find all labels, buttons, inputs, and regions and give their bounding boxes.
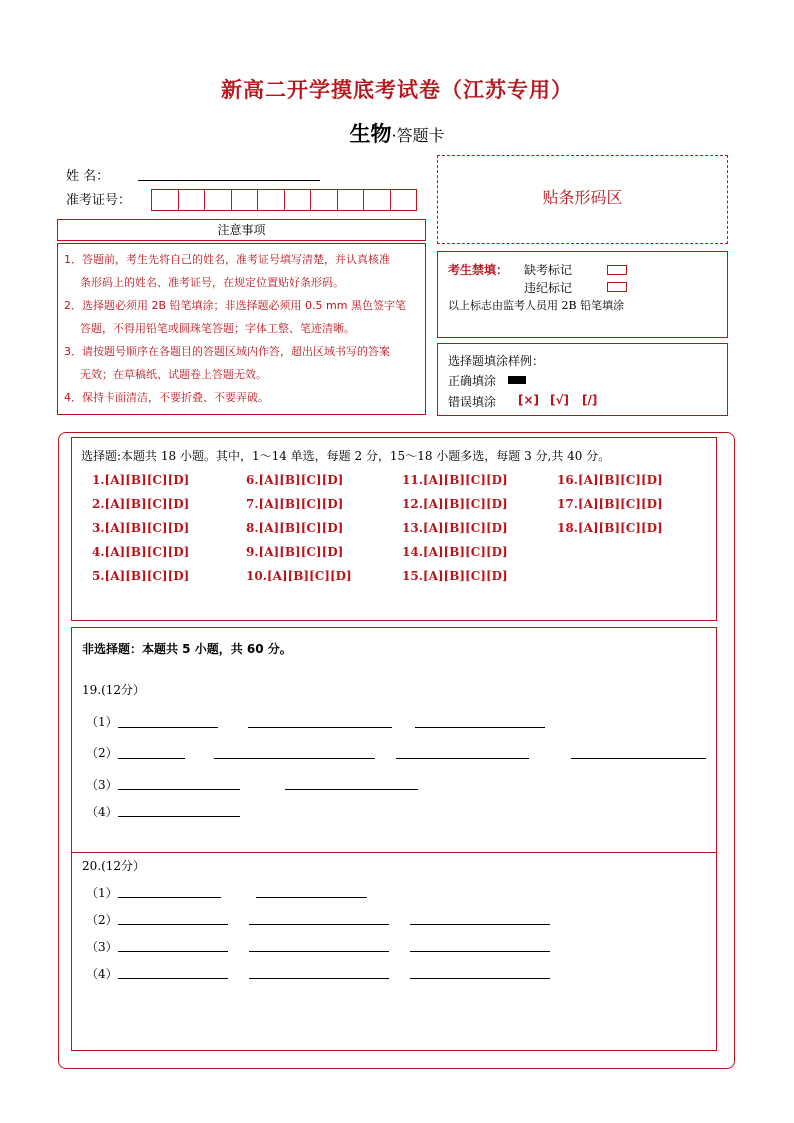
q19-4-blank-1[interactable]	[118, 816, 240, 817]
violation-mark-box[interactable]	[607, 282, 627, 292]
mc-options[interactable]: [A][B][C][D]	[258, 497, 344, 511]
mc-question-number: 13.	[402, 521, 423, 535]
notice-title: 注意事项	[57, 219, 426, 241]
q20-4-blank-3[interactable]	[410, 978, 550, 979]
mc-question-number: 7.	[246, 497, 259, 511]
mc-options[interactable]: [A][B][C][D]	[258, 545, 344, 559]
q19-2-blank-2[interactable]	[214, 758, 375, 759]
notice-item-2a: 2．选择题必须用 2B 铅笔填涂；非选择题必须用 0.5 mm 黑色签字笔	[64, 299, 406, 312]
prohibited-panel	[437, 251, 728, 338]
mc-question-number: 1.	[92, 473, 105, 487]
mc-question-number: 12.	[402, 497, 423, 511]
name-field[interactable]	[138, 180, 320, 181]
mc-question-15[interactable]	[402, 569, 508, 583]
mc-options[interactable]: [A][B][C][D]	[422, 473, 508, 487]
question-divider	[71, 852, 717, 853]
mc-question-number: 18.	[557, 521, 578, 535]
q20-2-blank-2[interactable]	[249, 924, 389, 925]
mc-options[interactable]: [A][B][C][D]	[422, 545, 508, 559]
mc-question-4[interactable]	[92, 545, 189, 559]
q20-part-2: （2）	[86, 913, 118, 927]
q20-4-blank-1[interactable]	[118, 978, 228, 979]
q20-2-blank-3[interactable]	[410, 924, 550, 925]
absent-label: 缺考标记	[524, 263, 573, 277]
notice-item-1a: 1．答题前，考生先将自己的姓名，准考证号填写清楚，并认真核准	[64, 253, 390, 266]
q19-2-blank-4[interactable]	[571, 758, 706, 759]
mc-question-number: 6.	[246, 473, 259, 487]
q19-part-1: （1）	[86, 715, 118, 729]
page-title: 新高二开学摸底考试卷（江苏专用）	[221, 77, 573, 102]
mc-question-14[interactable]	[402, 545, 508, 559]
mc-question-number: 3.	[92, 521, 105, 535]
mc-question-5[interactable]	[92, 569, 189, 583]
mc-options[interactable]: [A][B][C][D]	[104, 473, 190, 487]
mc-question-number: 16.	[557, 473, 578, 487]
mc-question-18[interactable]	[557, 521, 663, 535]
mc-question-number: 4.	[92, 545, 105, 559]
mc-options[interactable]: [A][B][C][D]	[577, 521, 663, 535]
mc-options[interactable]: [A][B][C][D]	[258, 521, 344, 535]
name-label: 姓 名：	[66, 169, 110, 184]
mc-question-17[interactable]	[557, 497, 663, 511]
q19-title: 19.(12分）	[82, 683, 146, 697]
mc-question-9[interactable]	[246, 545, 343, 559]
q19-part-3: （3）	[86, 778, 118, 792]
non-choice-box	[71, 627, 717, 1051]
mc-options[interactable]: [A][B][C][D]	[104, 521, 190, 535]
q19-1-blank-1[interactable]	[118, 727, 218, 728]
q19-part-2: （2）	[86, 746, 118, 760]
mc-options[interactable]: [A][B][C][D]	[577, 497, 663, 511]
q20-part-1: （1）	[86, 886, 118, 900]
q20-3-blank-1[interactable]	[118, 951, 228, 952]
multiple-choice-heading: 选择题:本题共 18 小题。其中，1～14 单选，每题 2 分，15～18 小题多选，每题 3 分,共 40 分。	[81, 449, 611, 463]
mc-question-11[interactable]	[402, 473, 508, 487]
q20-title: 20.(12分）	[82, 859, 146, 873]
notice-panel	[57, 243, 426, 415]
mc-question-8[interactable]	[246, 521, 343, 535]
page-subtitle	[0, 118, 794, 148]
mc-options[interactable]: [A][B][C][D]	[104, 545, 190, 559]
mc-options[interactable]: [A][B][C][D]	[266, 569, 352, 583]
q20-3-blank-3[interactable]	[410, 951, 550, 952]
q19-2-blank-3[interactable]	[396, 758, 529, 759]
wrong-mark-2: [√]	[550, 393, 569, 407]
mc-question-number: 9.	[246, 545, 259, 559]
prohibited-note: 以上标志由监考人员用 2B 铅笔填涂	[448, 299, 625, 312]
mc-question-2[interactable]	[92, 497, 189, 511]
mc-question-13[interactable]	[402, 521, 508, 535]
wrong-mark-3: [/]	[582, 393, 598, 407]
q20-1-blank-1[interactable]	[118, 897, 221, 898]
violation-label: 违纪标记	[524, 281, 573, 295]
exam-id-label: 准考证号：	[66, 193, 132, 208]
absent-mark-box[interactable]	[607, 265, 627, 275]
notice-item-1b: 条形码上的姓名、准考证号，在规定位置贴好条形码。	[80, 276, 344, 289]
mc-options[interactable]: [A][B][C][D]	[258, 473, 344, 487]
fill-sample-title: 选择题填涂样例：	[448, 354, 545, 368]
mc-question-number: 14.	[402, 545, 423, 559]
non-choice-heading: 非选择题：本题共 5 小题，共 60 分。	[82, 642, 292, 656]
notice-item-3b: 无效；在草稿纸、试题卷上答题无效。	[80, 368, 267, 381]
mc-question-number: 2.	[92, 497, 105, 511]
q19-1-blank-2[interactable]	[248, 727, 392, 728]
mc-question-7[interactable]	[246, 497, 343, 511]
mc-question-12[interactable]	[402, 497, 508, 511]
q20-4-blank-2[interactable]	[249, 978, 389, 979]
q19-part-4: （4）	[86, 805, 118, 819]
q20-3-blank-2[interactable]	[249, 951, 389, 952]
prohibited-label: 考生禁填：	[448, 263, 509, 277]
mc-question-3[interactable]	[92, 521, 189, 535]
mc-question-number: 11.	[402, 473, 423, 487]
notice-item-2b: 答题，不得用铅笔或圆珠笔答题；字体工整、笔迹清晰。	[80, 322, 355, 335]
answer-card-label: ·答题卡	[391, 126, 445, 145]
mc-options[interactable]: [A][B][C][D]	[104, 497, 190, 511]
q19-1-blank-3[interactable]	[415, 727, 545, 728]
mc-question-10[interactable]	[246, 569, 352, 583]
mc-options[interactable]: [A][B][C][D]	[577, 473, 663, 487]
barcode-area: 贴条形码区	[437, 155, 728, 244]
mc-options[interactable]: [A][B][C][D]	[422, 521, 508, 535]
q19-3-blank-2[interactable]	[285, 789, 418, 790]
correct-fill-label: 正确填涂	[448, 374, 497, 388]
q20-2-blank-1[interactable]	[118, 924, 228, 925]
fill-sample-panel	[437, 343, 728, 416]
wrong-mark-1: [×]	[518, 393, 540, 407]
mc-question-number: 8.	[246, 521, 259, 535]
mc-question-number: 17.	[557, 497, 578, 511]
q20-part-3: （3）	[86, 940, 118, 954]
q20-1-blank-2[interactable]	[256, 897, 367, 898]
mc-options[interactable]: [A][B][C][D]	[104, 569, 190, 583]
mc-question-16[interactable]	[557, 473, 663, 487]
notice-item-3a: 3．请按题号顺序在各题目的答题区域内作答，超出区域书写的答案	[64, 345, 390, 358]
mc-options[interactable]: [A][B][C][D]	[422, 569, 508, 583]
mc-question-1[interactable]	[92, 473, 189, 487]
wrong-fill-label: 错误填涂	[448, 395, 497, 409]
q19-3-blank-1[interactable]	[118, 789, 240, 790]
q20-part-4: （4）	[86, 967, 118, 981]
mc-question-number: 5.	[92, 569, 105, 583]
mc-question-number: 15.	[402, 569, 423, 583]
mc-question-6[interactable]	[246, 473, 343, 487]
exam-id-boxes[interactable]	[151, 189, 417, 211]
correct-fill-example	[508, 376, 526, 384]
notice-item-4: 4．保持卡面清洁，不要折叠、不要弄破。	[64, 391, 269, 404]
mc-options[interactable]: [A][B][C][D]	[422, 497, 508, 511]
mc-question-number: 10.	[246, 569, 267, 583]
subject-name: 生物	[349, 121, 392, 146]
q19-2-blank-1[interactable]	[118, 758, 185, 759]
